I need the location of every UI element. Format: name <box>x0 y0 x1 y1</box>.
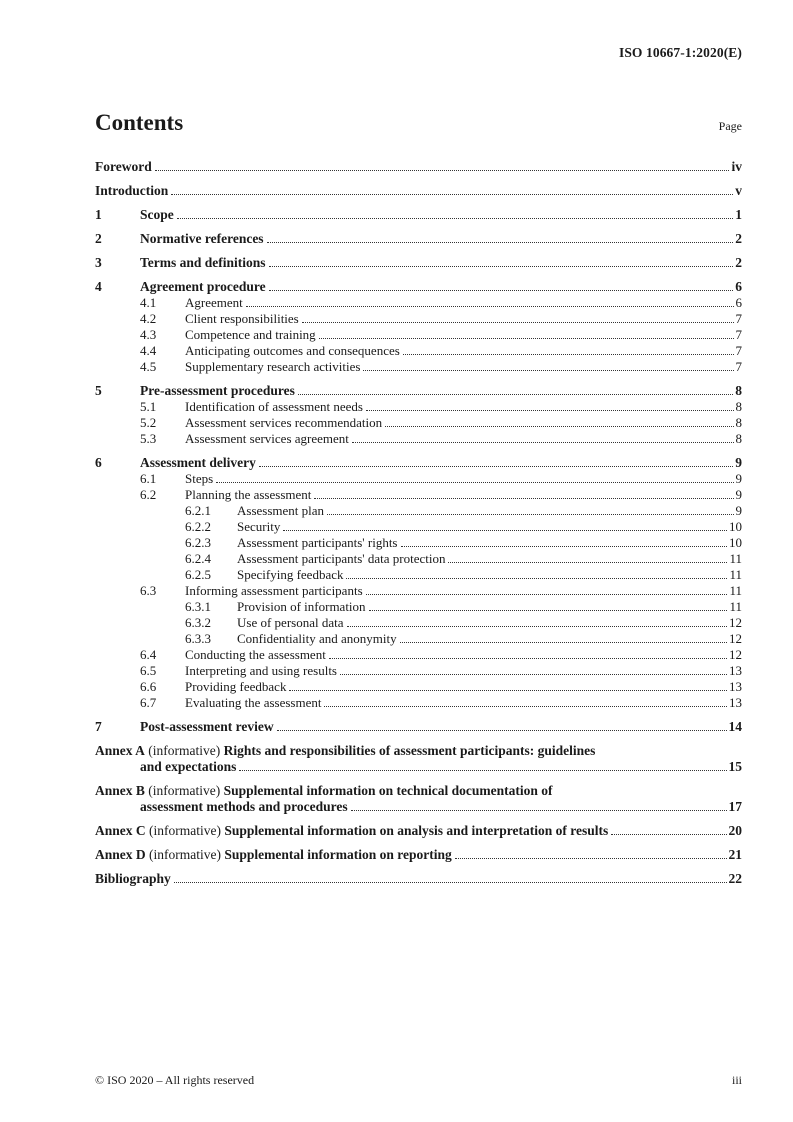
toc-title: Providing feedback <box>185 679 287 694</box>
toc-annex-title: Rights and responsibilities of assessment participants: guidelines <box>223 743 596 758</box>
toc-leader <box>352 442 734 443</box>
toc-page-num: 10 <box>729 519 742 534</box>
page-column-label: Page <box>718 119 742 133</box>
toc-row <box>95 631 742 647</box>
toc-annex-title: Supplemental information on analysis and interpretation of results <box>224 823 609 838</box>
toc-leader <box>246 306 734 307</box>
toc-title: Assessment services agreement <box>185 431 349 446</box>
toc-leader <box>346 578 727 579</box>
toc-title: Interpreting and using results <box>185 663 337 678</box>
toc-page-num: 9 <box>735 471 742 486</box>
toc-title: Assessment participants' data protection <box>237 551 446 566</box>
toc-page-num: 6 <box>735 295 742 310</box>
toc-page-num: 13 <box>729 663 742 678</box>
toc-leader <box>174 882 727 883</box>
toc-section-number: 5.3 <box>140 431 157 446</box>
toc-leader <box>277 730 727 731</box>
toc-section-number: 6.2.3 <box>185 535 211 550</box>
toc-section-number: 7 <box>95 719 102 734</box>
toc-section-number: 6.2.1 <box>185 503 211 518</box>
toc-section-number: 6.3 <box>140 583 157 598</box>
toc-title: Steps <box>185 471 214 486</box>
toc-section-number: 6.2.2 <box>185 519 211 534</box>
toc-section-number: 6 <box>95 455 102 470</box>
toc-annex-line-cont <box>95 759 742 775</box>
toc-title: Assessment delivery <box>140 455 256 470</box>
toc-title: Normative references <box>140 231 264 246</box>
toc-page-num: 9 <box>735 455 742 470</box>
toc-leader <box>611 834 726 835</box>
toc-row <box>95 647 742 663</box>
toc-title: Introduction <box>95 183 169 198</box>
toc-row <box>95 415 742 431</box>
toc-leader <box>216 482 733 483</box>
toc-annex-title: Supplemental information on reporting <box>224 847 452 862</box>
toc-section-number: 6.2.5 <box>185 567 211 582</box>
toc-title <box>95 847 452 863</box>
toc-page-num: 11 <box>729 583 742 598</box>
toc-page-num: 17 <box>728 799 742 814</box>
toc-row <box>95 399 742 415</box>
contents-heading <box>95 109 742 137</box>
toc-leader <box>239 770 726 771</box>
toc-row <box>95 823 742 839</box>
toc-page-num: iv <box>731 159 742 174</box>
toc-title: Pre-assessment procedures <box>140 383 295 398</box>
toc-page-num: 11 <box>729 599 742 614</box>
toc-page-num: 22 <box>728 871 742 886</box>
toc-section-number: 6.3.1 <box>185 599 211 614</box>
toc-title: Confidentiality and anonymity <box>237 631 397 646</box>
toc-page-num: 12 <box>729 647 742 662</box>
toc-leader <box>369 610 728 611</box>
toc-row <box>95 567 742 583</box>
toc-row <box>95 207 742 223</box>
toc-annex-title-cont: and expectations <box>140 759 237 774</box>
toc-annex-title: Supplemental information on technical documentation of <box>223 783 553 798</box>
toc-page-num: 20 <box>728 823 742 838</box>
toc-section-number: 6.2 <box>140 487 157 502</box>
toc-section-number: 4.2 <box>140 311 157 326</box>
toc-annex-title-cont: assessment methods and procedures <box>140 799 348 814</box>
toc-title: Security <box>237 519 281 534</box>
toc-row <box>95 255 742 271</box>
toc-title: Competence and training <box>185 327 316 342</box>
toc-title <box>95 823 608 839</box>
toc-row <box>95 487 742 503</box>
toc-page-num: 7 <box>735 327 742 342</box>
toc-section-number: 2 <box>95 231 102 246</box>
toc-title: Client responsibilities <box>185 311 299 326</box>
toc-row <box>95 695 742 711</box>
toc-annex-informative: (informative) <box>148 783 221 798</box>
toc-section-number: 3 <box>95 255 102 270</box>
toc-leader <box>403 354 734 355</box>
toc-page-num: 8 <box>735 383 742 398</box>
page-content <box>95 0 742 887</box>
toc-row <box>95 311 742 327</box>
toc-page-num: 12 <box>729 615 742 630</box>
toc-page-num: 15 <box>728 759 742 774</box>
toc-row <box>95 383 742 399</box>
toc-leader <box>314 498 733 499</box>
toc-title: Use of personal data <box>237 615 344 630</box>
toc-section-number: 4 <box>95 279 102 294</box>
toc-annex-line-cont <box>95 799 742 815</box>
toc-row <box>95 279 742 295</box>
toc-leader <box>319 338 734 339</box>
toc-leader <box>269 290 734 291</box>
toc-row <box>95 847 742 863</box>
toc-annex-informative: (informative) <box>148 743 221 758</box>
toc-leader <box>401 546 728 547</box>
toc-section-number: 5.1 <box>140 399 157 414</box>
footer-copyright: © ISO 2020 – All rights reserved <box>95 1073 255 1087</box>
toc-section-number: 6.3.2 <box>185 615 211 630</box>
toc-leader <box>171 194 733 195</box>
toc-annex-informative: (informative) <box>149 847 221 862</box>
toc-title: Conducting the assessment <box>185 647 326 662</box>
toc-page-num: 12 <box>729 631 742 646</box>
toc-annex-label: Annex A <box>95 743 145 758</box>
toc-annex-label: Annex D <box>95 847 146 862</box>
toc-leader <box>327 514 733 515</box>
toc-row <box>95 471 742 487</box>
toc-leader <box>259 466 733 467</box>
toc-title: Terms and definitions <box>140 255 266 270</box>
toc-leader <box>351 810 727 811</box>
toc-row <box>95 343 742 359</box>
toc-leader <box>455 858 727 859</box>
toc-page-num: 1 <box>735 207 742 222</box>
toc-row <box>95 183 742 199</box>
toc-section-number: 1 <box>95 207 102 222</box>
toc-leader <box>267 242 734 243</box>
footer-page-number: iii <box>731 1073 742 1087</box>
toc-leader <box>385 426 733 427</box>
toc-row <box>95 327 742 343</box>
toc-leader <box>298 394 733 395</box>
toc-title: Assessment plan <box>237 503 325 518</box>
toc-row <box>95 503 742 519</box>
toc <box>95 159 742 887</box>
toc-page-num: 7 <box>735 343 742 358</box>
toc-annex-line <box>95 847 742 863</box>
toc-row <box>95 431 742 447</box>
toc-title: Specifying feedback <box>237 567 344 582</box>
toc-row <box>95 295 742 311</box>
toc-leader <box>448 562 727 563</box>
doc-reference: ISO 10667-1:2020(E) <box>618 45 742 60</box>
toc-annex-line <box>95 743 742 759</box>
toc-page-num: 13 <box>729 679 742 694</box>
toc-leader <box>329 658 727 659</box>
toc-row <box>95 599 742 615</box>
toc-title: Identification of assessment needs <box>185 399 363 414</box>
contents-title: Contents <box>95 110 184 135</box>
toc-page-num: 11 <box>729 567 742 582</box>
toc-title: Assessment participants' rights <box>237 535 398 550</box>
toc-page-num: 13 <box>729 695 742 710</box>
toc-leader <box>269 266 734 267</box>
toc-page-num: 6 <box>735 279 742 294</box>
toc-row <box>95 615 742 631</box>
toc-row <box>95 551 742 567</box>
toc-row <box>95 871 742 887</box>
toc-annex-label: Annex C <box>95 823 146 838</box>
toc-row <box>95 663 742 679</box>
toc-page-num: 8 <box>735 415 742 430</box>
toc-row <box>95 719 742 735</box>
toc-leader <box>302 322 734 323</box>
toc-title: Supplementary research activities <box>185 359 361 374</box>
toc-section-number: 6.6 <box>140 679 157 694</box>
toc-title: Bibliography <box>95 871 171 886</box>
toc-row <box>95 743 742 775</box>
toc-leader <box>366 410 734 411</box>
toc-leader <box>289 690 727 691</box>
toc-row <box>95 359 742 375</box>
toc-title: Scope <box>140 207 174 222</box>
toc-page-num: v <box>735 183 742 198</box>
toc-row <box>95 679 742 695</box>
toc-section-number: 6.4 <box>140 647 157 662</box>
toc-page-num: 2 <box>735 231 742 246</box>
toc-title <box>95 743 595 759</box>
toc-leader <box>155 170 730 171</box>
toc-section-number: 4.4 <box>140 343 157 358</box>
toc-page-num: 11 <box>729 551 742 566</box>
toc-row <box>95 519 742 535</box>
toc-row <box>95 535 742 551</box>
toc-section-number: 6.3.3 <box>185 631 211 646</box>
toc-page-num: 8 <box>735 431 742 446</box>
toc-section-number: 4.1 <box>140 295 157 310</box>
toc-section-number: 4.3 <box>140 327 157 342</box>
toc-section-number: 5 <box>95 383 102 398</box>
toc-page-num: 7 <box>735 359 742 374</box>
toc-leader <box>283 530 727 531</box>
toc-leader <box>366 594 728 595</box>
toc-annex-informative: (informative) <box>149 823 221 838</box>
toc-leader <box>324 706 727 707</box>
toc-page-num: 7 <box>735 311 742 326</box>
toc-page-num: 2 <box>735 255 742 270</box>
toc-title: Informing assessment participants <box>185 583 363 598</box>
toc-row <box>95 783 742 815</box>
toc-row <box>95 231 742 247</box>
toc-page-num: 21 <box>728 847 742 862</box>
toc-title <box>95 783 553 799</box>
toc-page-num: 10 <box>729 535 742 550</box>
toc-title: Provision of information <box>237 599 366 614</box>
toc-leader <box>363 370 733 371</box>
toc-leader <box>347 626 728 627</box>
toc-title: Agreement procedure <box>140 279 266 294</box>
toc-row <box>95 159 742 175</box>
toc-section-number: 6.7 <box>140 695 157 710</box>
toc-section-number: 6.5 <box>140 663 157 678</box>
toc-page-num: 9 <box>735 487 742 502</box>
toc-page-num: 14 <box>728 719 742 734</box>
toc-title: Assessment services recommendation <box>185 415 383 430</box>
toc-row <box>95 583 742 599</box>
toc-title: Anticipating outcomes and consequences <box>185 343 400 358</box>
toc-leader <box>340 674 727 675</box>
footer <box>95 1073 742 1088</box>
toc-title: Planning the assessment <box>185 487 312 502</box>
toc-section-number: 5.2 <box>140 415 157 430</box>
toc-title: Agreement <box>185 295 243 310</box>
toc-title: Post-assessment review <box>140 719 274 734</box>
toc-title: Evaluating the assessment <box>185 695 322 710</box>
toc-annex-label: Annex B <box>95 783 145 798</box>
toc-section-number: 6.2.4 <box>185 551 211 566</box>
toc-title: Foreword <box>95 159 152 174</box>
toc-leader <box>400 642 727 643</box>
toc-leader <box>177 218 734 219</box>
toc-page-num: 9 <box>735 503 742 518</box>
toc-annex-line <box>95 783 742 799</box>
toc-page-num: 8 <box>735 399 742 414</box>
toc-annex-line <box>95 823 742 839</box>
toc-section-number: 4.5 <box>140 359 157 374</box>
toc-section-number: 6.1 <box>140 471 157 486</box>
toc-row <box>95 455 742 471</box>
